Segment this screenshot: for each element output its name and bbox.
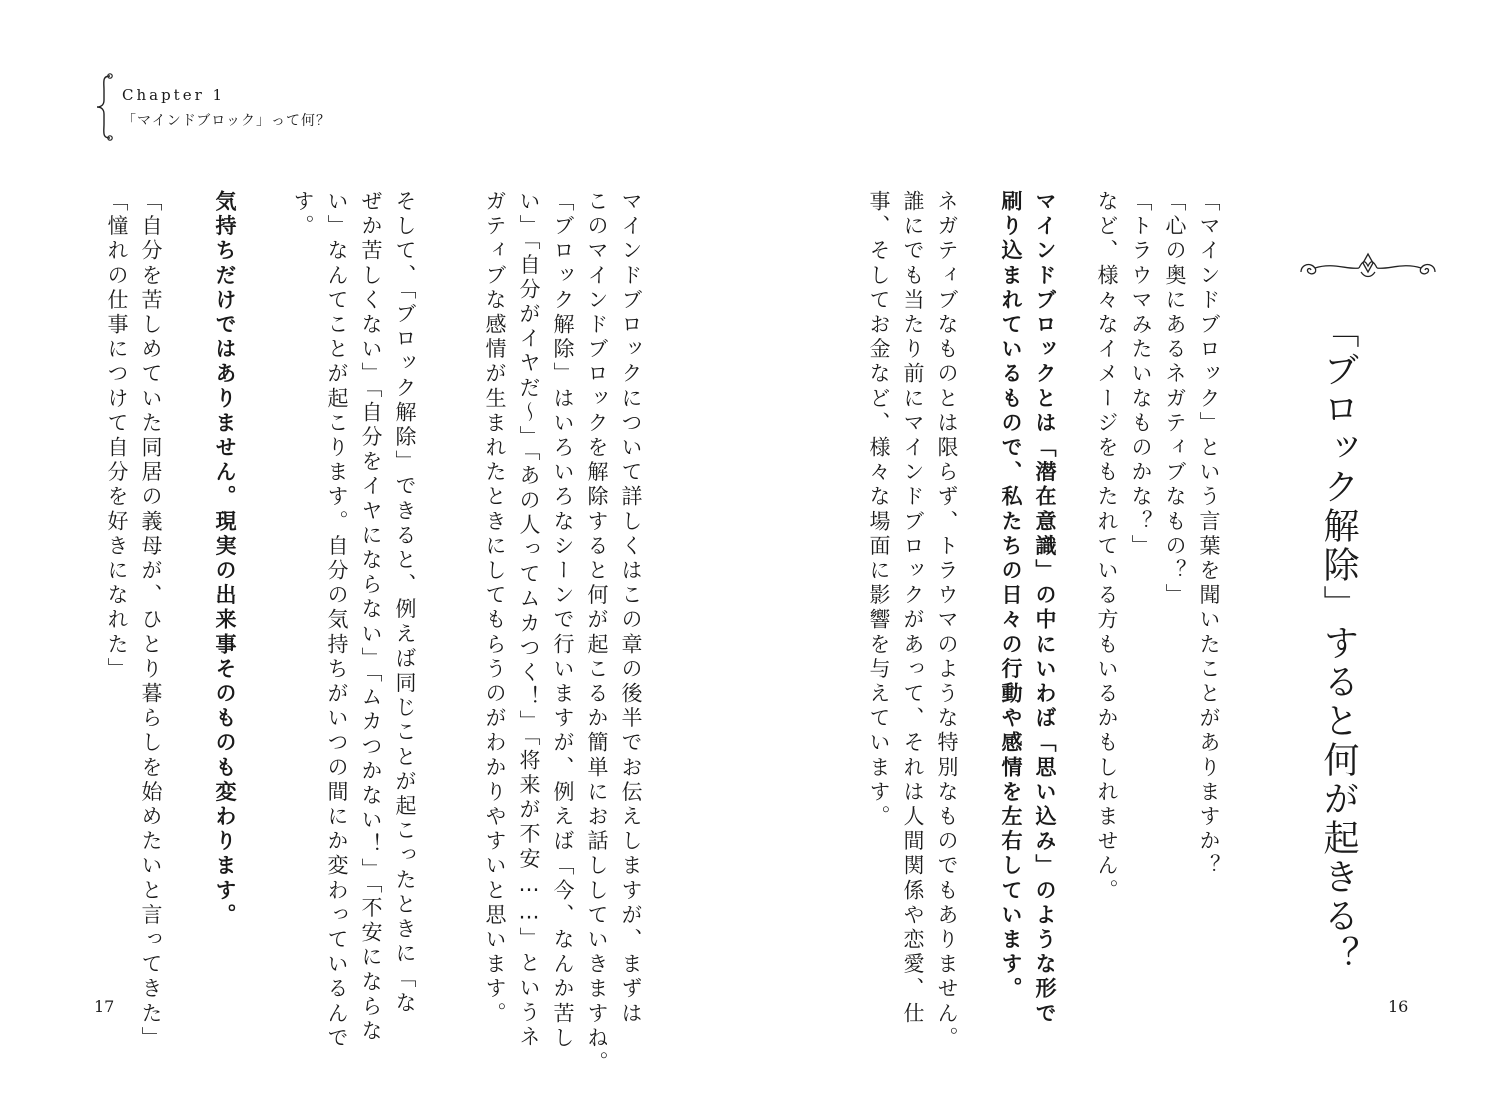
body-line: ぜか苦しくない」「自分をイヤにならない」「ムカつかない！」「不安にならな xyxy=(359,190,383,1045)
body-line: す。 xyxy=(291,190,315,240)
body-line: 事、そしてお金など、様々な場面に影響を与えています。 xyxy=(867,190,891,830)
section-heading: 「ブロック解除」すると何が起きる？ xyxy=(1318,312,1359,975)
body-line-emphasis: マインドブロックとは「潜在意識」の中にいわば「思い込み」のような形で xyxy=(1033,190,1057,1027)
flourish-ornament-icon xyxy=(1293,248,1443,288)
page-number-right: 16 xyxy=(1388,997,1409,1016)
body-line-emphasis: 気持ちだけではありません。現実の出来事そのものも変わります。 xyxy=(213,190,237,928)
body-line: など、様々なイメージをもたれている方もいるかもしれません。 xyxy=(1095,190,1119,904)
body-line: い」「自分がイヤだ～」「あの人ってムカつく！」「将来が不安……」というネ xyxy=(517,190,541,1051)
page-number-left: 17 xyxy=(94,997,115,1016)
body-line: そして、「ブロック解除」できると、例えば同じことが起こったときに「な xyxy=(393,190,417,1016)
body-line-emphasis: 刷り込まれているもので、私たちの日々の行動や感情を左右しています。 xyxy=(999,190,1023,1002)
body-line: 「トラウマみたいなものかな？」 xyxy=(1129,190,1153,559)
curly-brace-icon xyxy=(92,72,116,142)
chapter-label: Chapter 1 xyxy=(122,86,226,104)
body-line: 「自分を苦しめていた同居の義母が、ひとり暮らしを始めたいと言ってきた」 xyxy=(139,190,163,1051)
body-line: 「心の奥にあるネガティブなもの？」 xyxy=(1163,190,1187,609)
body-line: 「ブロック解除」はいろいろなシーンで行いますが、例えば「今、なんか苦し xyxy=(551,190,575,1051)
body-line: 「憧れの仕事につけて自分を好きになれた」 xyxy=(105,190,129,682)
body-line: マインドブロックについて詳しくはこの章の後半でお伝えしますが、まずは xyxy=(619,190,643,1027)
body-line: ガティブな感情が生まれたときにしてもらうのがわかりやすいと思います。 xyxy=(483,190,507,1027)
body-line: い」なんてことが起こります。自分の気持ちがいつの間にか変わっているんで xyxy=(325,190,349,1051)
body-line: このマインドブロックを解除すると何が起こるか簡単にお話ししていきますね。 xyxy=(585,190,609,1076)
chapter-title: 「マインドブロック」って何？ xyxy=(122,113,332,129)
body-line: ネガティブなものとは限らず、トラウマのような特別なものでもありません。 xyxy=(935,190,959,1051)
body-line: 「マインドブロック」という言葉を聞いたことがありますか？ xyxy=(1197,190,1221,879)
body-line: 誰にでも当たり前にマインドブロックがあって、それは人間関係や恋愛、仕 xyxy=(901,190,925,1027)
